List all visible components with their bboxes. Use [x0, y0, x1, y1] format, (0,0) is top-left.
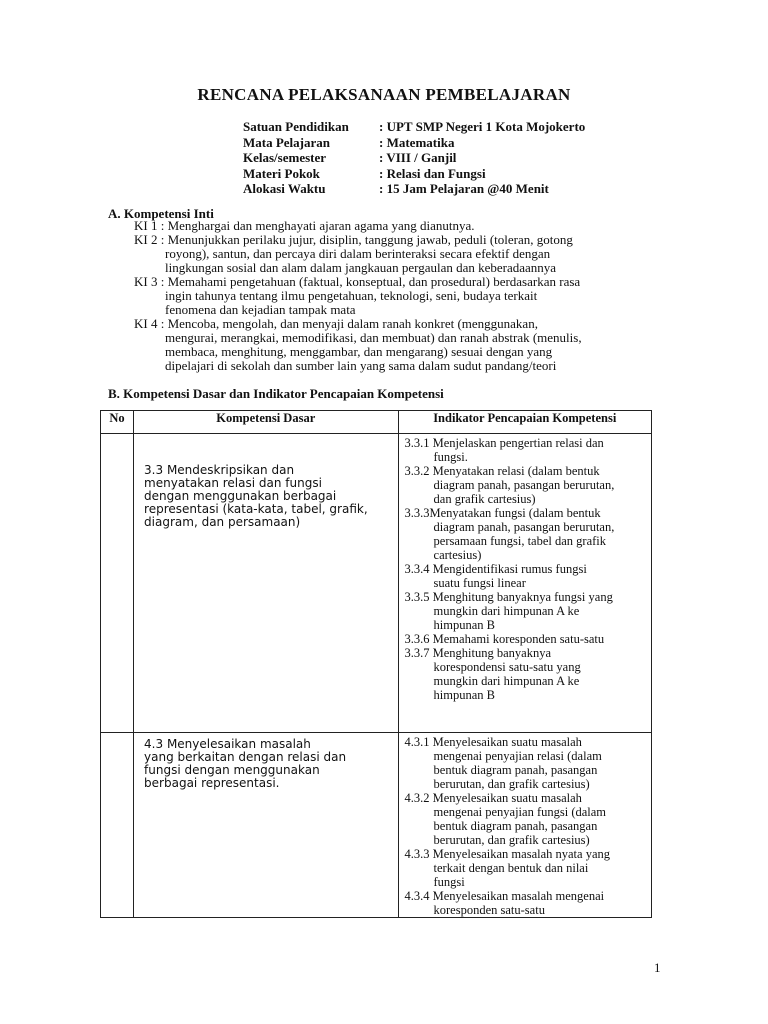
indicator-continuation-line: diagram panah, pasangan berurutan,: [433, 520, 615, 534]
meta-block: [243, 119, 585, 197]
ki-first-line: KI 1 : Menghargai dan menghayati ajaran agama yang dianutnya.: [134, 218, 475, 233]
kd-line: 4.3 Menyelesaikan masalah: [144, 737, 311, 751]
indicator-item: [405, 562, 647, 590]
indicator-continuation-line: terkait dengan bentuk dan nilai: [433, 861, 589, 875]
meta-label: Alokasi Waktu: [243, 181, 326, 196]
indicator-first-line: 3.3.2 Menyatakan relasi (dalam bentuk: [404, 464, 600, 478]
indicator-continuation-line: korespondensi satu-satu yang: [433, 660, 581, 674]
indicator-first-line: 4.3.4 Menyelesaikan masalah mengenai: [404, 889, 605, 903]
indicator-first-line: 3.3.5 Menghitung banyaknya fungsi yang: [404, 590, 613, 604]
column-header-kd: Kompetensi Dasar: [134, 411, 398, 434]
indicator-item: [405, 506, 647, 562]
kd-line: berbagai representasi.: [144, 776, 280, 790]
indicator-cell: [398, 733, 651, 918]
kd-text: [134, 434, 397, 529]
ki-list: [134, 219, 664, 373]
kd-line: dengan menggunakan berbagai: [144, 489, 337, 503]
indicator-first-line: 4.3.2 Menyelesaikan suatu masalah: [404, 791, 582, 805]
ki-first-line: KI 4 : Mencoba, mengolah, dan menyaji dalam ranah konkret (menggunakan,: [134, 316, 538, 331]
indicator-continuation-line: diagram panah, pasangan berurutan,: [433, 478, 615, 492]
kd-line: 3.3 Mendeskripsikan dan: [144, 463, 295, 477]
meta-row: [243, 150, 585, 166]
indicator-continuation-line: mengenai penyajian relasi (dalam: [433, 749, 602, 763]
ki-item: [134, 219, 664, 233]
kd-table: [100, 410, 652, 918]
indicator-item: [405, 791, 647, 847]
table-row: [101, 434, 652, 733]
indicator-continuation-line: himpunan B: [433, 688, 495, 702]
kd-line: yang berkaitan dengan relasi dan: [144, 750, 347, 764]
indicator-continuation-line: fungsi: [433, 875, 465, 889]
kd-line: menyatakan relasi dan fungsi: [144, 476, 322, 490]
indicator-continuation-line: dan grafik cartesius): [433, 492, 536, 506]
indicator-item: [405, 646, 647, 702]
indicator-continuation-line: himpunan B: [433, 618, 495, 632]
indicator-item: [405, 436, 647, 464]
ki-item: [134, 317, 664, 373]
indicator-first-line: 3.3.6 Memahami koresponden satu-satu: [404, 632, 605, 646]
row-no: [101, 434, 134, 733]
kd-cell: [134, 733, 398, 918]
indicator-first-line: 3.3.4 Mengidentifikasi rumus fungsi: [404, 562, 587, 576]
ki-continuation-line: ingin tahunya tentang ilmu pengetahuan, teknologi, seni, budaya terkait: [165, 288, 538, 303]
section-b-heading: B. Kompetensi Dasar dan Indikator Pencapaian Kompetensi: [108, 386, 444, 401]
kd-line: representasi (kata-kata, tabel, grafik,: [144, 502, 368, 516]
page-number: 1: [654, 960, 661, 975]
ki-first-line: KI 3 : Memahami pengetahuan (faktual, konseptual, dan prosedural) berdasarkan rasa: [134, 274, 581, 289]
indicator-continuation-line: fungsi.: [433, 450, 468, 464]
indicator-continuation-line: mungkin dari himpunan A ke: [433, 604, 580, 618]
indicator-continuation-line: berurutan, dan grafik cartesius): [433, 777, 590, 791]
ki-continuation-line: royong), santun, dan percaya diri dalam berinteraksi secara efektif dengan: [165, 246, 551, 261]
section-a-heading: A. Kompetensi Inti: [108, 206, 214, 221]
ki-continuation-line: membaca, menghitung, menggambar, dan mengarang) sesuai dengan yang: [165, 344, 553, 359]
indicator-continuation-line: persamaan fungsi, tabel dan grafik: [433, 534, 607, 548]
meta-value: : Relasi dan Fungsi: [379, 165, 486, 181]
indicator-continuation-line: bentuk diagram panah, pasangan: [433, 763, 598, 777]
kd-text: [134, 733, 397, 790]
column-header-no: No: [101, 411, 134, 434]
table-row: [101, 733, 652, 918]
ki-continuation-line: lingkungan sosial dan alam dalam jangkauan pergaulan dan keberadaannya: [165, 260, 557, 275]
meta-label: Satuan Pendidikan: [243, 119, 349, 134]
indicator-list: [399, 733, 651, 917]
indicator-continuation-line: koresponden satu-satu: [433, 903, 545, 917]
meta-row: [243, 166, 585, 182]
indicator-first-line: 3.3.3Menyatakan fungsi (dalam bentuk: [404, 506, 601, 520]
indicator-continuation-line: mengenai penyajian fungsi (dalam: [433, 805, 607, 819]
ki-item: [134, 275, 664, 317]
column-header-indicator: Indikator Pencapaian Kompetensi: [398, 411, 651, 434]
indicator-item: [405, 847, 647, 889]
indicator-first-line: 4.3.1 Menyelesaikan suatu masalah: [404, 735, 582, 749]
indicator-list: [399, 434, 651, 702]
ki-continuation-line: mengurai, merangkai, memodifikasi, dan membuat) dan ranah abstrak (menulis,: [165, 330, 582, 345]
meta-value: : 15 Jam Pelajaran @40 Menit: [379, 181, 549, 196]
indicator-item: [405, 889, 647, 917]
indicator-item: [405, 464, 647, 506]
indicator-continuation-line: suatu fungsi linear: [433, 576, 526, 590]
indicator-first-line: 4.3.3 Menyelesaikan masalah nyata yang: [404, 847, 611, 861]
document-title: RENCANA PELAKSANAAN PEMBELAJARAN: [197, 85, 571, 104]
meta-label: Materi Pokok: [243, 165, 320, 181]
meta-value: : UPT SMP Negeri 1 Kota Mojokerto: [379, 119, 586, 134]
indicator-continuation-line: berurutan, dan grafik cartesius): [433, 833, 590, 847]
kd-line: fungsi dengan menggunakan: [144, 763, 320, 777]
meta-row: [243, 135, 585, 151]
indicator-item: [405, 632, 647, 646]
kd-cell: [134, 434, 398, 733]
meta-row: [243, 119, 585, 135]
indicator-item: [405, 590, 647, 632]
ki-first-line: KI 2 : Menunjukkan perilaku jujur, disiplin, tanggung jawab, peduli (toleran, gotong: [134, 232, 573, 247]
row-no: [101, 733, 134, 918]
meta-value: : Matematika: [379, 134, 455, 150]
meta-value: : VIII / Ganjil: [379, 150, 457, 165]
indicator-continuation-line: mungkin dari himpunan A ke: [433, 674, 580, 688]
meta-label: Kelas/semester: [243, 150, 327, 165]
indicator-continuation-line: bentuk diagram panah, pasangan: [433, 819, 598, 833]
ki-continuation-line: dipelajari di sekolah dan sumber lain yang sama dalam sudut pandang/teori: [165, 358, 557, 373]
ki-continuation-line: fenomena dan kejadian tampak mata: [165, 302, 356, 317]
kd-line: diagram, dan persamaan): [144, 515, 301, 529]
indicator-cell: [398, 434, 651, 733]
indicator-continuation-line: cartesius): [433, 548, 482, 562]
meta-label: Mata Pelajaran: [243, 134, 331, 150]
indicator-first-line: 3.3.7 Menghitung banyaknya: [404, 646, 552, 660]
table-header-row: [101, 411, 652, 434]
indicator-item: [405, 735, 647, 791]
indicator-first-line: 3.3.1 Menjelaskan pengertian relasi dan: [404, 436, 604, 450]
meta-row: [243, 181, 585, 197]
ki-item: [134, 233, 664, 275]
